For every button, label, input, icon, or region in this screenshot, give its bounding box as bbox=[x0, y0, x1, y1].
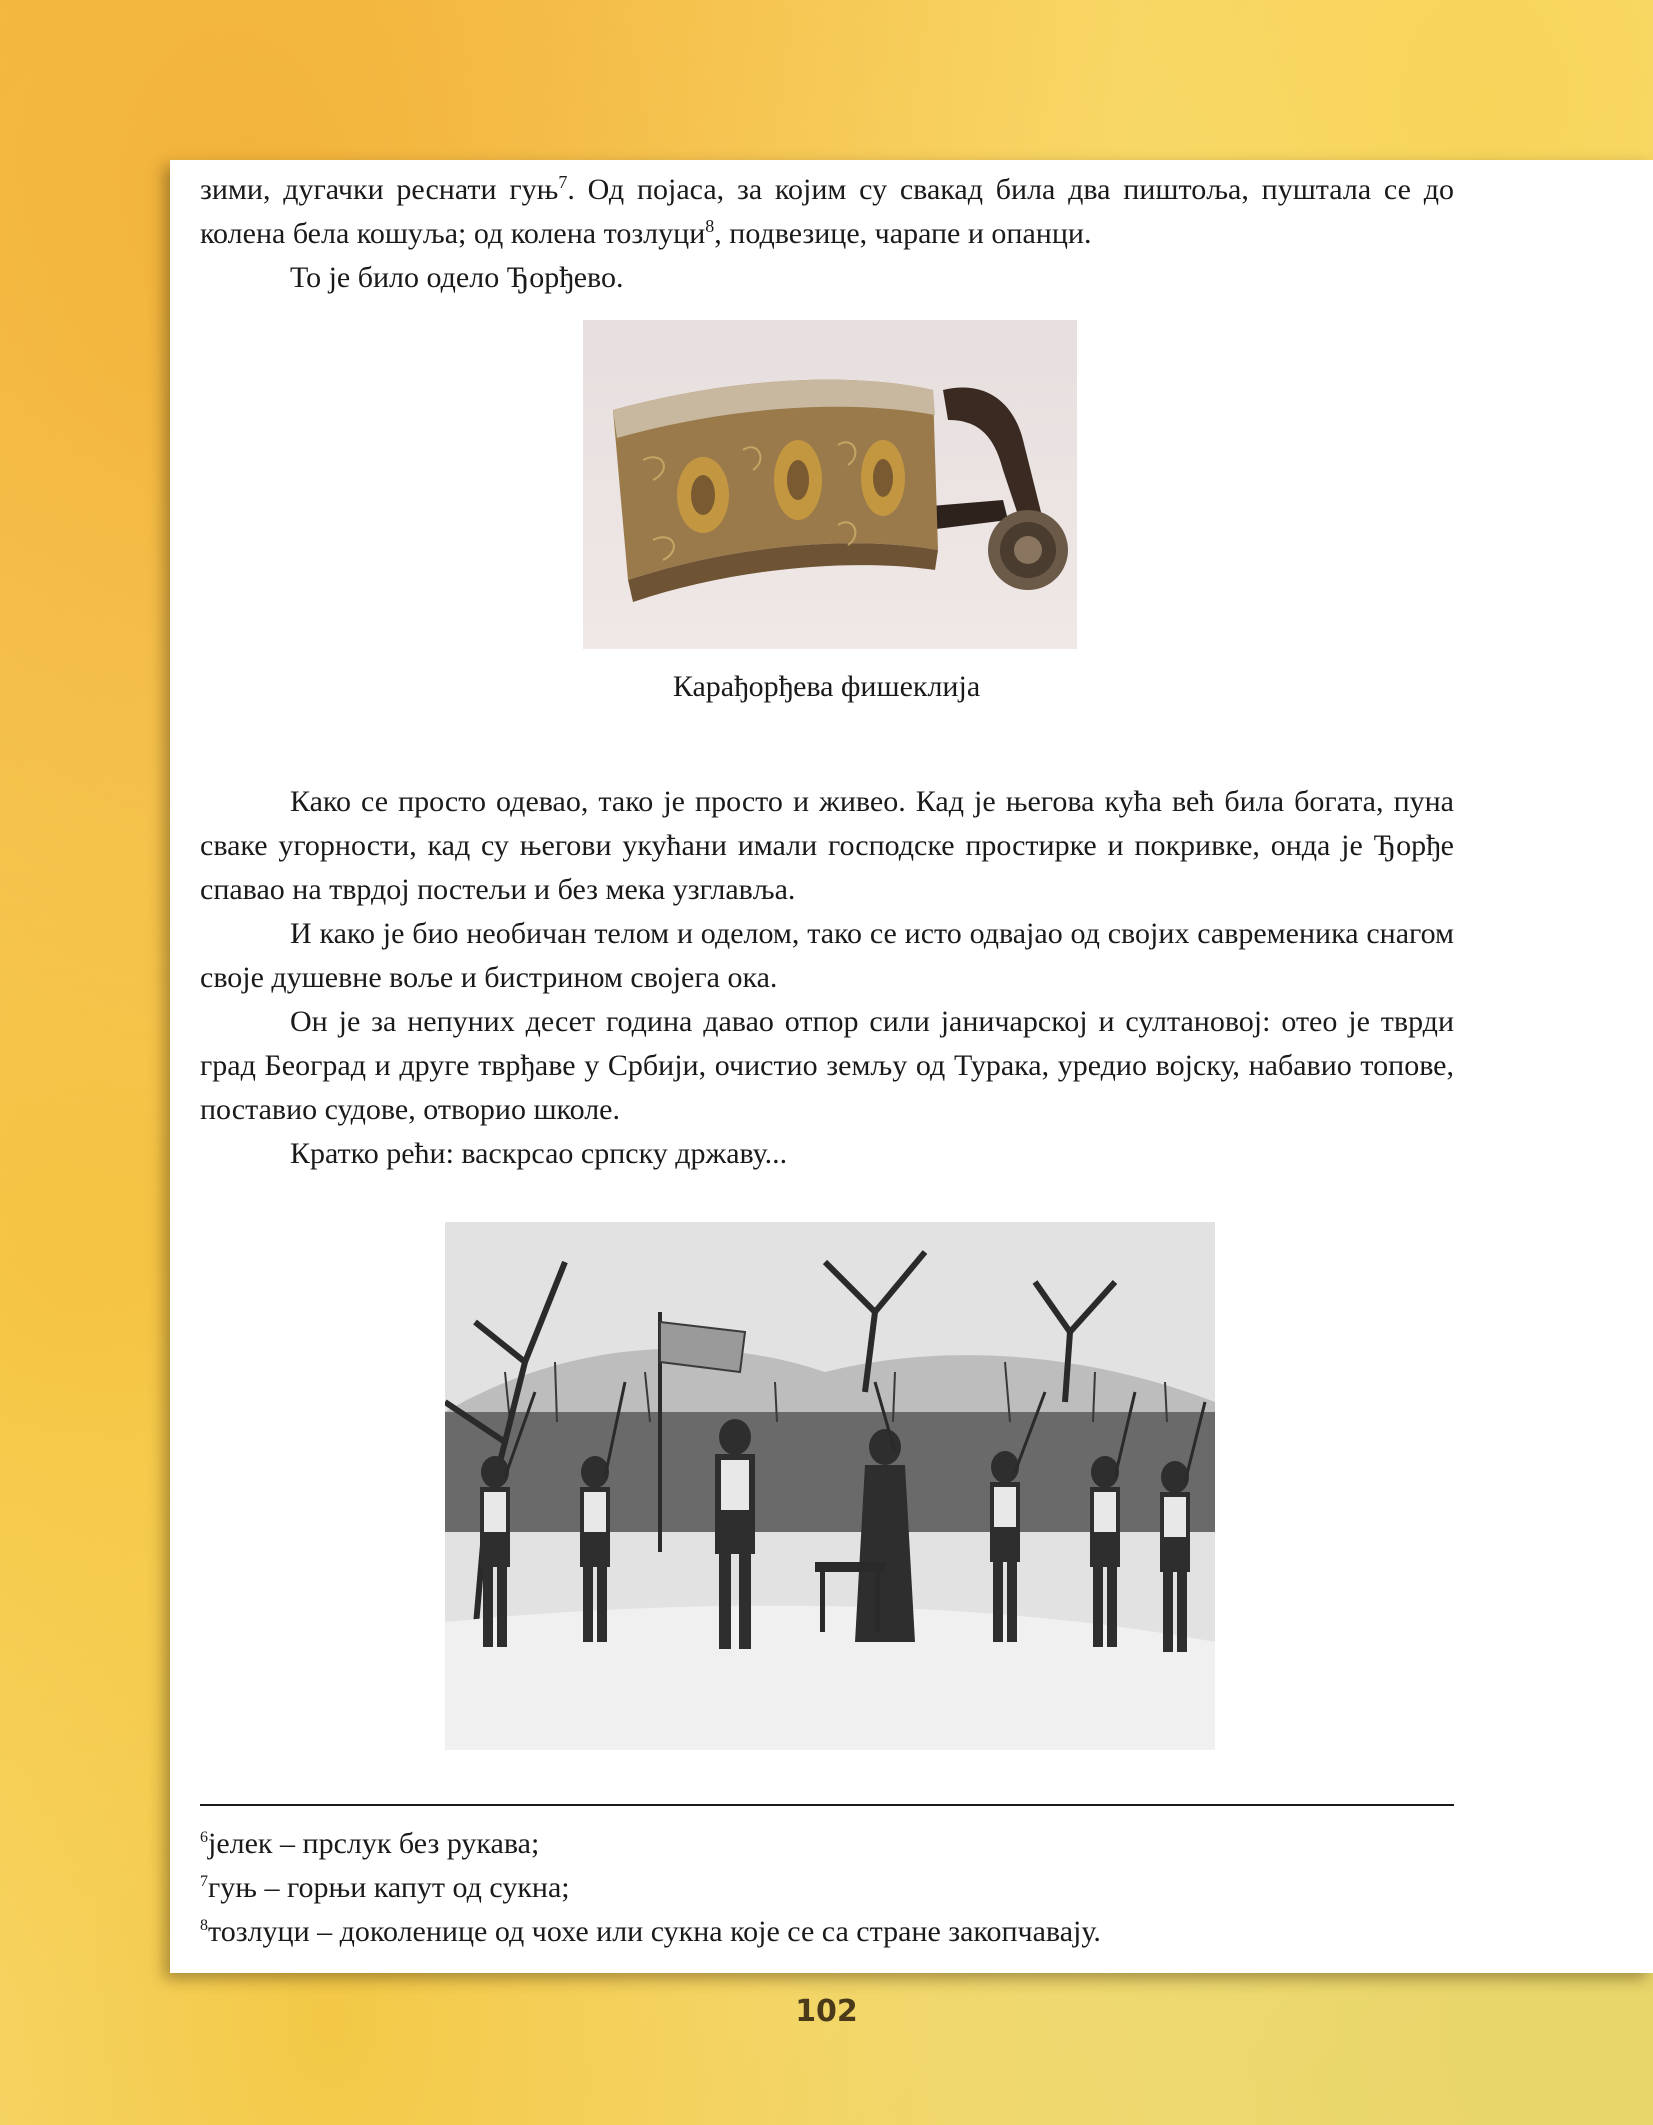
paragraph-achievements: Он је за непуних десет година давао отпор сили јаничарској и султановој: отео је тврди град Београд и друге тврђаве у Србији, очистио земљу од Турака, уредио војску, набавио топове, поставио судове, отворио школе. bbox=[200, 1005, 1454, 1126]
paragraph-simple-life: Како се просто одевао, тако је просто и живео. Кад је његова кућа већ била богата, пуна сваке угорности, кад су његови укућани имали господске простирке и покривке, онда је Ђорђе спавао на тврдој постељи и без мека узглавља. bbox=[200, 785, 1454, 906]
paragraph-outfit: То је било одело Ђорђево. bbox=[290, 261, 624, 294]
page-number: 102 bbox=[795, 1994, 858, 2029]
footnote-8: $^8$тозлуци – доколенице од чохе или сукна које се са стране закопчавају. bbox=[200, 1915, 1101, 1948]
footnote-7: $^7$гуњ – горњи капут од сукна; bbox=[200, 1871, 570, 1904]
cartridge-case-image bbox=[583, 320, 1077, 649]
top-text bbox=[200, 168, 1454, 300]
paragraph-conclusion: Кратко рећи: васкрсао српску државу... bbox=[290, 1137, 788, 1170]
figure-caption: Карађорђева фишеклија bbox=[672, 670, 981, 703]
footnote-ref-7[interactable]: 7 bbox=[558, 172, 568, 192]
paragraph-continuation: зими, дугачки реснати гуњ$^7$. Од појаса, за којим су свакад била два пиштоља, пуштала се до колена бела кошуља; од колена тозлуци$^8$, подвезице, чарапе и опанци. bbox=[200, 172, 1454, 250]
footnote-6: $^6$јелек – прслук без рукава; bbox=[200, 1827, 540, 1860]
uprising-engraving-image bbox=[445, 1222, 1215, 1750]
footnote-divider bbox=[200, 1804, 1454, 1806]
footnote-ref-8[interactable]: 8 bbox=[705, 216, 715, 236]
body-text bbox=[200, 780, 1454, 1176]
paragraph-character: И како је био необичан телом и оделом, тако се исто одвајао од својих савременика снагом своје душевне воље и бистрином својега ока. bbox=[200, 917, 1454, 994]
footnotes bbox=[200, 1822, 1454, 1954]
